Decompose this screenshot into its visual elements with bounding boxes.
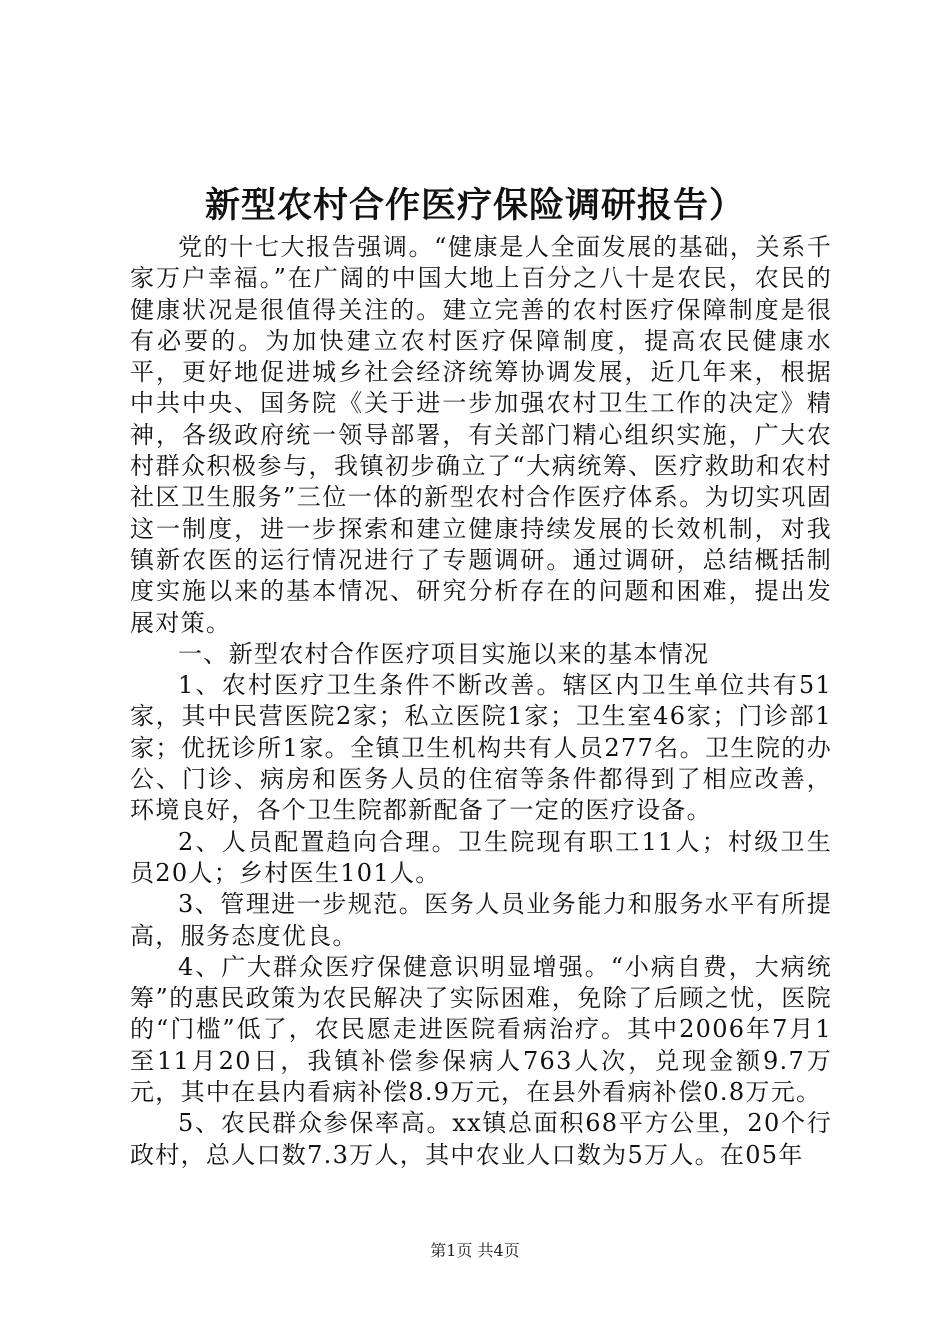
paragraph-item-3: 3、管理进一步规范。医务人员业务能力和服务水平有所提高，服务态度优良。 [130,890,832,950]
document-body [130,232,832,1171]
intro-paragraph: 党的十七大报告强调。“健康是人全面发展的基础，关系千家万户幸福。”在广阔的中国大地上百分之八十是农民，农民的健康状况是很值得关注的。建立完善的农村医疗保障制度是很有必要的。为加快建立农村医疗保障制度，提高农民健康水平，更好地促进城乡社会经济统筹协调发展，近几年来，根据中共中央、国务院《关于进一步加强农村卫生工作的决定》精神，各级政府统一领导部署，有关部门精心组织实施，广大农村群众积极参与，我镇初步确立了“大病统筹、医疗救助和农村社区卫生服务”三位一体的新型农村合作医疗体系。为切实巩固这一制度，进一步探索和建立健康持续发展的长效机制，对我镇新农医的运行情况进行了专题调研。通过调研，总结概括制度实施以来的基本情况、研究分析存在的问题和困难，提出发展对策。 [130,233,832,637]
page-footer: 第1页 共4页 [430,1241,520,1260]
document-title: 新型农村合作医疗保险调研报告） [204,185,745,226]
paragraph-item-5: 5、农民群众参保率高。xx镇总面积68平方公里，20个行政村，总人口数7.3万人，其中农业人口数为5万人。在05年 [130,1109,832,1169]
paragraph-item-2: 2、人员配置趋向合理。卫生院现有职工11人；村级卫生员20人；乡村医生101人。 [130,827,832,887]
section-heading: 一、新型农村合作医疗项目实施以来的基本情况 [178,639,710,668]
paragraph-item-1: 1、农村医疗卫生条件不断改善。辖区内卫生单位共有51家，其中民营医院2家；私立医院1家；卫生室46家；门诊部1家；优抚诊所1家。全镇卫生机构共有人员277名。卫生院的办公、门诊、病房和医务人员的住宿等条件都得到了相应改善，环境良好，各个卫生院都新配备了一定的医疗设备。 [130,671,832,825]
paragraph-item-4: 4、广大群众医疗保健意识明显增强。“小病自费，大病统筹”的惠民政策为农民解决了实际困难，免除了后顾之忧，医院的“门槛”低了，农民愿走进医院看病治疗。其中2006年7月1至11月20日，我镇补偿参保病人763人次，兑现金额9.7万元，其中在县内看病补偿8.9万元，在县外看病补偿0.8万元。 [130,952,832,1107]
